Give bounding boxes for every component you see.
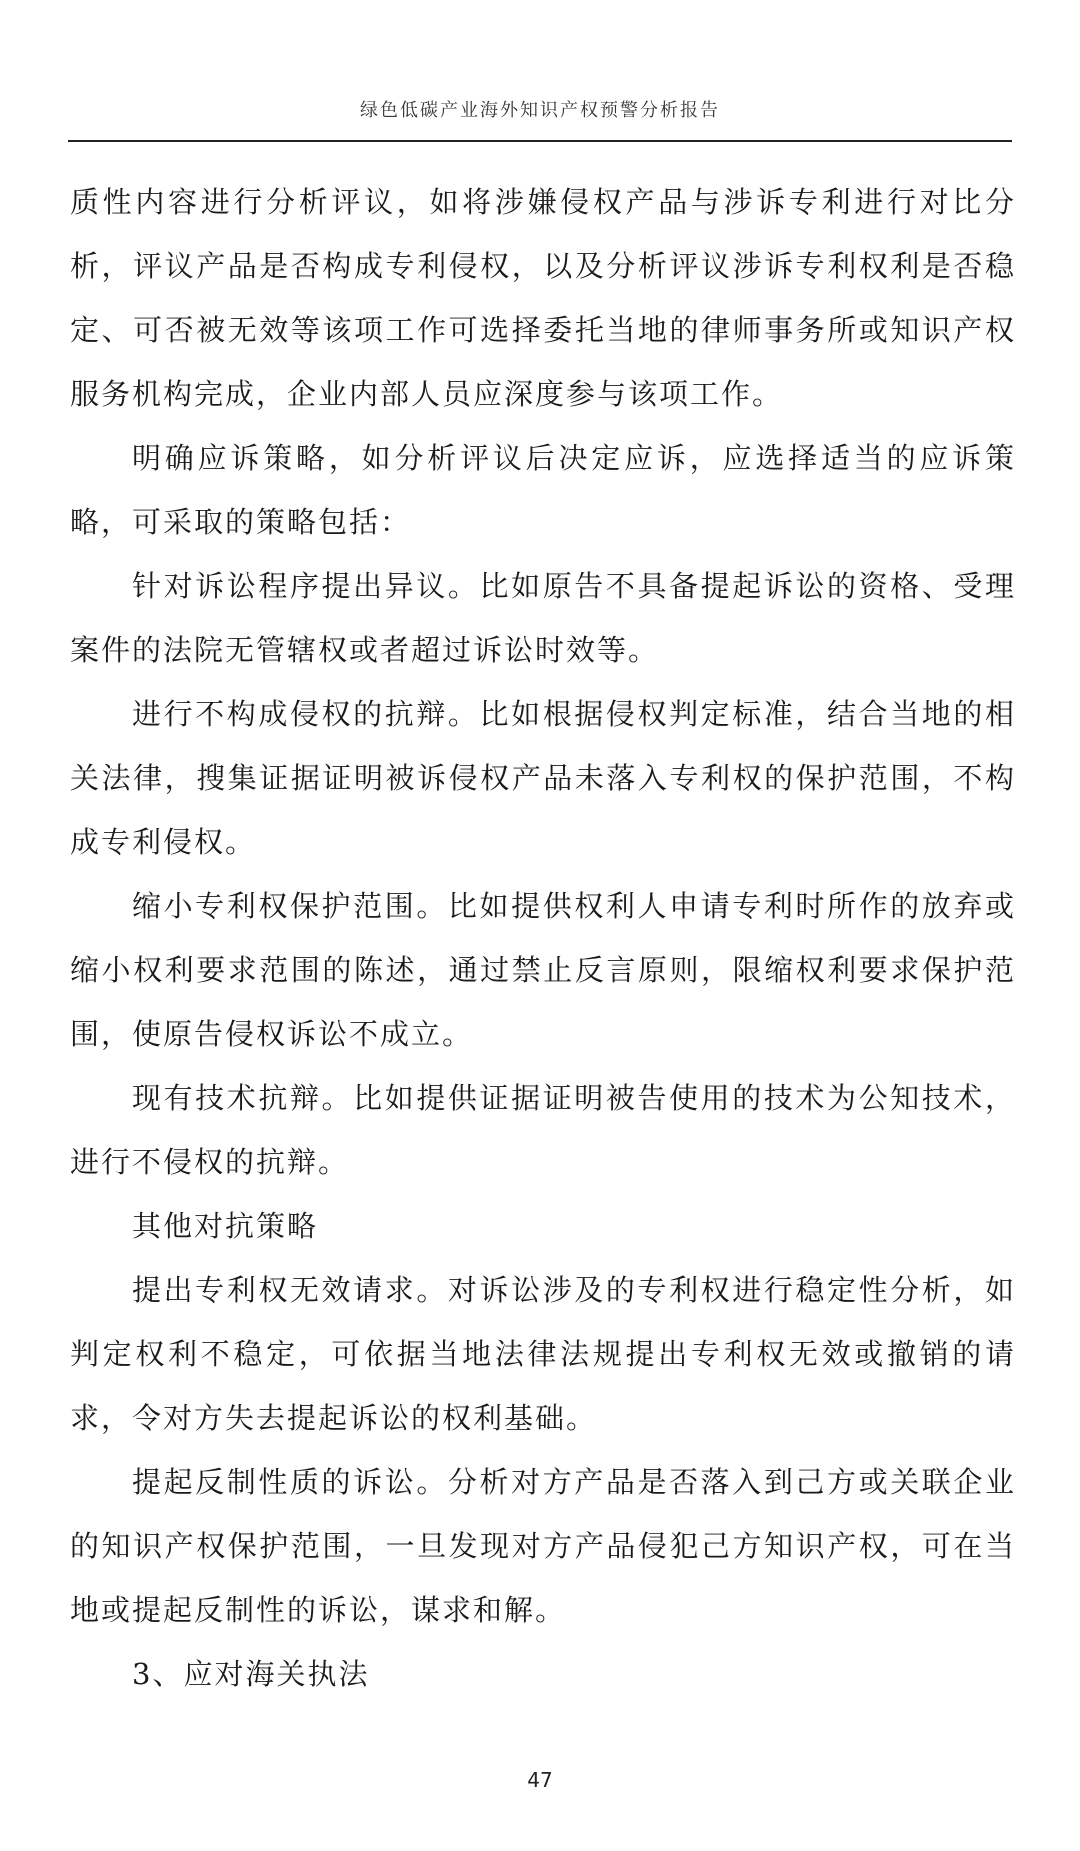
document-body [70,170,1016,1706]
paragraph-counter-litigation: 提起反制性质的诉讼。分析对方产品是否落入到己方或关联企业的知识产权保护范围，一旦发现对方产品侵犯己方知识产权，可在当地或提起反制性的诉讼，谋求和解。 [70,1465,1016,1627]
subheading-other-strategies: 其他对抗策略 [132,1209,319,1243]
page-header-title: 绿色低碳产业海外知识产权预警分析报告 [360,100,720,121]
paragraph-invalidation-request: 提出专利权无效请求。对诉讼涉及的专利权进行稳定性分析，如判定权利不稳定，可依据当地法律法规提出专利权无效或撤销的请求，令对方失去提起诉讼的权利基础。 [70,1273,1016,1435]
header-divider [68,140,1012,142]
paragraph-continuation: 质性内容进行分析评议，如将涉嫌侵权产品与涉诉专利进行对比分析，评议产品是否构成专利侵权，以及分析评议涉诉专利权利是否稳定、可否被无效等该项工作可选择委托当地的律师事务所或知识产权服务机构完成，企业内部人员应深度参与该项工作。 [70,185,1016,411]
paragraph-non-infringement-defense: 进行不构成侵权的抗辩。比如根据侵权判定标准，结合当地的相关法律，搜集证据证明被诉侵权产品未落入专利权的保护范围，不构成专利侵权。 [70,697,1016,859]
paragraph-narrow-scope: 缩小专利权保护范围。比如提供权利人申请专利时所作的放弃或缩小权利要求范围的陈述，通过禁止反言原则，限缩权利要求保护范围，使原告侵权诉讼不成立。 [70,889,1016,1051]
section-heading-customs: 3、应对海关执法 [132,1657,370,1691]
paragraph-procedure-objection: 针对诉讼程序提出异议。比如原告不具备提起诉讼的资格、受理案件的法院无管辖权或者超过诉讼时效等。 [70,569,1016,667]
page-number: 47 [527,1768,553,1792]
paragraph-response-strategy: 明确应诉策略，如分析评议后决定应诉，应选择适当的应诉策略，可采取的策略包括： [70,441,1016,539]
paragraph-prior-art-defense: 现有技术抗辩。比如提供证据证明被告使用的技术为公知技术，进行不侵权的抗辩。 [70,1081,1016,1179]
